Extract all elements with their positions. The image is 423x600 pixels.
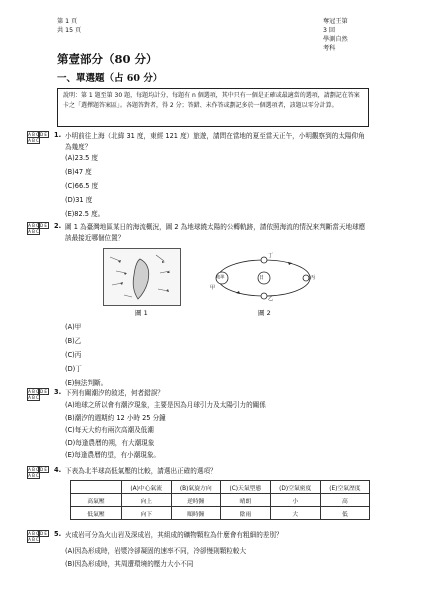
question-number: 1. — [54, 131, 62, 139]
question-text: 下列有關潮汐的敘述，何者錯誤？ — [65, 389, 164, 397]
difficulty-stamp — [27, 131, 49, 143]
option-d[interactable]: (D)31 度 — [65, 196, 93, 204]
sun-label: 日 — [259, 275, 265, 281]
ocean-current-map-graphic — [104, 249, 180, 305]
page-number: 第 1 頁 — [57, 18, 78, 25]
option-a[interactable]: (A)23.5 度 — [65, 154, 99, 162]
option-c[interactable]: (C)每天大約有兩次高潮及低潮 — [65, 426, 154, 434]
question-number: 3. — [54, 388, 62, 396]
stamp-cell: A B C — [28, 467, 39, 472]
table-cell: 小 — [270, 494, 320, 507]
orbit-position-ding: 丁 — [268, 253, 274, 259]
difficulty-stamp — [27, 530, 49, 542]
pressure-comparison-table — [70, 480, 370, 520]
table-cell: 晴朗 — [221, 494, 271, 507]
stamp-cell: A B C — [28, 473, 39, 478]
table-row — [71, 494, 370, 507]
stamp-cell: A B C — [28, 531, 39, 536]
question-number: 5. — [54, 530, 62, 538]
table-cell: 向下 — [122, 507, 172, 520]
orbit-position-bing: 丙 — [310, 275, 316, 281]
table-cell: 逆時鐘 — [171, 494, 221, 507]
table-cell: 陰雨 — [221, 507, 271, 520]
question-options — [65, 545, 246, 571]
table-cell: 高氣壓 — [71, 494, 122, 507]
table-header-cell: (A)中心氣流 — [122, 481, 172, 494]
question-options — [65, 399, 266, 462]
table-cell: 順時鐘 — [171, 507, 221, 520]
figure-1-ocean-current-map — [103, 248, 181, 306]
option-e[interactable]: (E)82.5 度。 — [65, 210, 105, 218]
orbit-position-yi: 乙 — [268, 296, 274, 302]
difficulty-stamp — [27, 466, 49, 478]
figure-2-label: 圖 2 — [258, 309, 271, 317]
option-e[interactable]: (E)無法判斷。 — [65, 379, 108, 387]
table-cell: 低 — [320, 507, 369, 520]
difficulty-stamp — [27, 388, 49, 400]
table-header-cell: (B)氣旋方向 — [171, 481, 221, 494]
stamp-cell: A B C — [28, 395, 39, 400]
exam-name: 奪冠王第 3 回 — [323, 18, 348, 34]
stamp-cell: A B C — [28, 132, 39, 137]
option-a[interactable]: (A)地球之所以會有潮汐現象，主要是因為月球引力及太陽引力的關係 — [65, 401, 266, 409]
table-cell: 大 — [270, 507, 320, 520]
question-number: 4. — [54, 466, 62, 474]
table-header-row — [71, 481, 370, 494]
option-b[interactable]: (B)乙 — [65, 337, 82, 345]
option-b[interactable]: (B)因為形成時，其周遭環境的壓力大小不同 — [65, 560, 194, 568]
figure-2-orbit-diagram — [208, 252, 320, 304]
option-d[interactable]: (D)每逢農曆的朔，有大潮現象 — [65, 438, 155, 447]
question-options — [65, 151, 104, 221]
option-c[interactable]: (C)丙 — [65, 351, 82, 359]
stamp-cell: D E — [38, 530, 49, 537]
question-text: 小明前往上海（北緯 31 度，東經 121 度）旅遊，請問在當地的夏至當天正午，小明觀察到的太陽仰角為幾度？ — [65, 132, 365, 151]
table-header-cell: (D)空氣密度 — [270, 481, 320, 494]
stamp-cell: D E — [38, 466, 49, 473]
page-total: 共 15 頁 — [57, 27, 82, 34]
stamp-cell: D E — [38, 388, 49, 395]
table-header-cell: (E)空氣溼度 — [320, 481, 369, 494]
table-cell: 高 — [320, 494, 369, 507]
page-header-right — [323, 17, 351, 53]
stamp-cell: A B C — [28, 229, 39, 234]
option-e[interactable]: (E)每逢農曆的望，有小潮現象。 — [65, 451, 161, 459]
option-a[interactable]: (A)甲 — [65, 323, 82, 331]
figure-1-label: 圖 1 — [135, 309, 148, 317]
option-b[interactable]: (B)潮汐的週期約 12 小時 25 分鐘 — [65, 413, 166, 422]
instructions-box: 說明：第 1 題至第 30 題，每題均計分，每題有 n 個選項，其中只有一個是正確或最適當的選項，請劃記在答案卡之「選擇題答案區」。各題答對者，得 2 分；答錯、未作答或劃記多於一個選項者，該題以零分計算。 — [57, 88, 369, 127]
option-a[interactable]: (A)因為形成時，岩漿冷卻凝固的速率不同，冷卻慢則顆粒較大 — [65, 547, 247, 555]
question-text: 火成岩可分為火山岩及深成岩，其組成的礦物顆粒為什麼會有粗細的差別？ — [65, 531, 283, 539]
subject-name: 學測自然考科 — [323, 36, 348, 52]
stamp-cell: D E — [38, 222, 49, 229]
question-text: 下表為北半球高低氣壓的比較，請選出正確的選項？ — [65, 467, 217, 475]
earth-label: 地球 — [216, 274, 225, 279]
difficulty-stamp — [27, 222, 49, 234]
orbit-position-jia: 甲 — [210, 285, 216, 291]
stamp-cell: D E — [38, 131, 49, 138]
table-row — [71, 507, 370, 520]
stamp-cell: A B C — [28, 138, 39, 143]
section-title: 第壹部分（80 分） — [57, 52, 158, 66]
option-b[interactable]: (B)47 度 — [65, 168, 92, 176]
option-d[interactable]: (D)丁 — [65, 365, 82, 373]
page-header-left — [57, 17, 81, 35]
question-options — [65, 320, 107, 390]
table-header-cell: (C)天氣型態 — [221, 481, 271, 494]
subsection-title: 一、單選題（占 60 分） — [57, 73, 163, 84]
table-cell: 低氣壓 — [71, 507, 122, 520]
stamp-cell: A B C — [28, 389, 39, 394]
stamp-cell: A B C — [28, 537, 39, 542]
table-header-cell — [71, 481, 122, 494]
option-c[interactable]: (C)66.5 度 — [65, 182, 99, 190]
question-number: 2. — [54, 222, 62, 230]
stamp-cell: A B C — [28, 223, 39, 228]
question-text: 圖 1 為臺灣地區某日的海流概況，圖 2 為地球繞太陽的公轉軌跡，請依照海流的情況來判斷當天地球應該最接近哪個位置？ — [65, 223, 366, 242]
table-cell: 向上 — [122, 494, 172, 507]
